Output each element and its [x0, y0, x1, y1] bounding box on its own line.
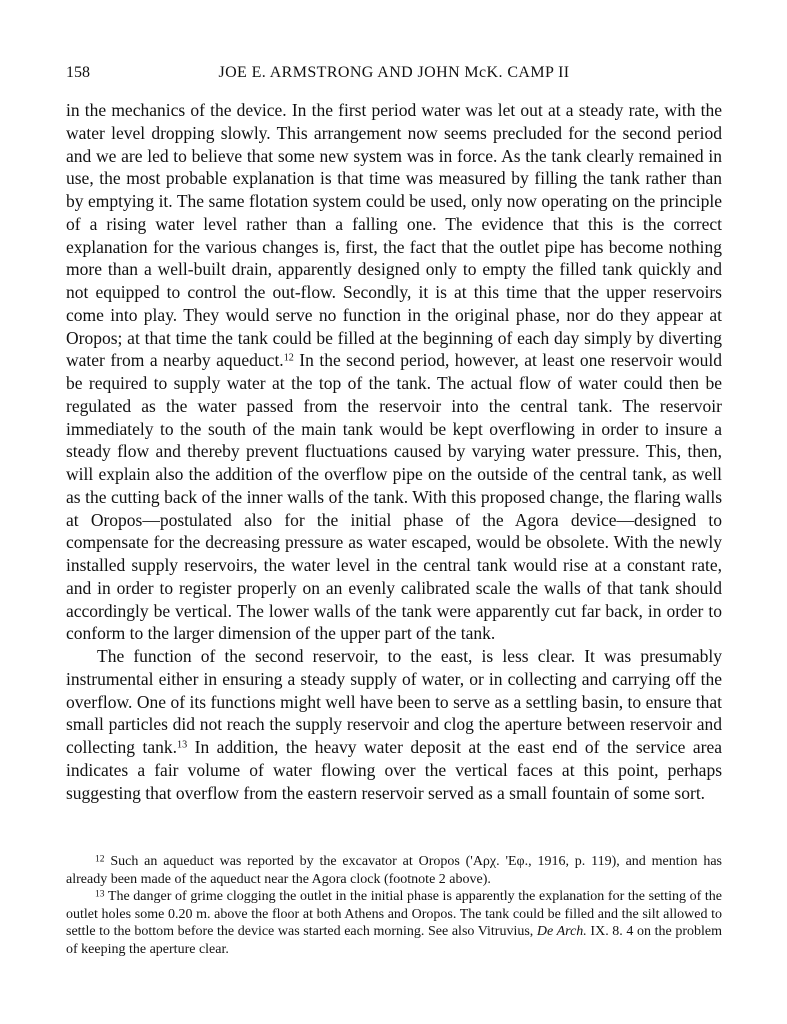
footnote-13-citation: De Arch.: [536, 924, 587, 940]
page-number: 158: [66, 64, 90, 81]
footnote-12-text: Such an aqueduct was reported by the excavator at Oropos ('Αρχ. 'Εφ., 1916, p. 119), and mention has already been made of the aqueduct near the Agora clock (footnote 2 above).: [66, 854, 722, 887]
footnote-13-text-a: The danger of grime clogging the outlet in the initial phase is apparently the explanation for the setting of the outlet holes some 0.20 m. above the floor at both Athens and Oropos. The tank could be filled and the silt allowed to settle to the bottom before the device was started each morning. See also Vitruvius,: [66, 889, 722, 940]
page-header: [66, 64, 722, 86]
paragraph-1-part-b: In the second period, however, at least one reservoir would be required to supply water at the top of the tank. The actual flow of water could then be regulated as the water passed from the reservoir into the central tank. The reservoir immediately to the south of the main tank would be kept overflowing in order to insure a steady flow and thereby prevent fluctuations caused by varying water pressure. This, then, will explain also the addition of the overflow pipe on the outside of the central tank, as well as the cutting back of the inner walls of the tank. With this proposed change, the flaring walls at Oropos—postulated also for the initial phase of the Agora device—designed to compensate for the decreasing pressure as water escaped, would be obsolete. With the newly installed supply reservoirs, the water level in the central tank would rise at a constant rate, and in order to register properly on an evenly calibrated scale the walls of that tank should accordingly be vertical. The lower walls of the tank were apparently cut far back, in order to conform to the larger dimension of the upper part of the tank.: [66, 350, 722, 644]
footnote-12-mark: 12: [95, 854, 105, 865]
paragraph-2-part-a: The function of the second reservoir, to the east, is less clear. It was presumably instrumental either in ensuring a steady supply of water, or in collecting and carrying off the overflow. One of its functions might well have been to serve as a settling basin, to ensure that small particles did not reach the supply reservoir and clog the aperture between reservoir and collecting tank.: [66, 646, 722, 757]
footnote-13: [66, 888, 722, 958]
footnote-13-mark: 13: [95, 889, 105, 900]
footnote-ref-12: 12: [283, 352, 294, 364]
paragraph-2-part-b: In addition, the heavy water deposit at the east end of the service area indicates a fair volume of water flowing over the vertical faces at this point, perhaps suggesting that overflow from the eastern reservoir served as a small fountain of some sort.: [66, 737, 722, 803]
paragraph-1: [66, 99, 722, 645]
footnotes: [66, 853, 722, 959]
paragraph-2: [66, 645, 722, 804]
footnote-ref-13: 13: [177, 739, 188, 751]
footnote-12: [66, 853, 722, 888]
running-head: JOE E. ARMSTRONG AND JOHN McK. CAMP II: [218, 64, 570, 81]
footnote-13-text-b: IX. 8. 4 on the problem of keeping the aperture clear.: [66, 924, 723, 957]
paragraph-1-part-a: in the mechanics of the device. In the first period water was let out at a steady rate, with the water level dropping slowly. This arrangement now seems precluded for the second period and we are led to believe that some new system was in force. As the tank clearly remained in use, the most probable explanation is that time was measured by filling the tank rather than by emptying it. The same flotation system could be used, only now operating on the principle of a rising water level rather than a falling one. The evidence that this is the correct explanation for the various changes is, first, the fact that the outlet pipe has become nothing more than a well-built drain, apparently designed only to empty the filled tank quickly and not equipped to control the out-flow. Secondly, it is at this time that the upper reservoirs come into play. They would serve no function in the original phase, nor do they appear at Oropos; at that time the tank could be filled at the beginning of each day simply by diverting water from a nearby aqueduct.: [66, 100, 722, 371]
body-text: [66, 99, 722, 804]
